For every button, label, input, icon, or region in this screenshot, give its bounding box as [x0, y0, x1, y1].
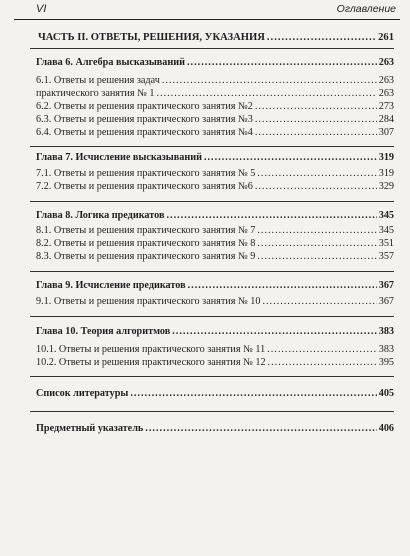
toc-section-entry[interactable]	[36, 344, 394, 356]
toc-chapter-title: Глава 6. Алгебра высказываний	[36, 57, 185, 68]
toc-section-title: 8.3. Ответы и решения практического занятия № 9	[36, 251, 256, 262]
dot-leader	[255, 114, 377, 126]
header-rule	[14, 19, 400, 20]
toc-section-page: 367	[378, 296, 394, 307]
dot-leader	[267, 344, 377, 356]
toc-section-entry[interactable]	[36, 251, 394, 263]
toc-section-page: 395	[378, 357, 394, 368]
toc-chapter-entry[interactable]	[36, 152, 394, 164]
page-number-label: VI	[36, 3, 47, 15]
dot-leader	[255, 127, 377, 139]
dot-leader	[255, 181, 377, 193]
dot-leader	[257, 225, 376, 237]
toc-index-entry[interactable]	[36, 423, 394, 435]
toc-section-page: 345	[378, 225, 394, 236]
dot-leader	[162, 75, 377, 87]
section-box-top	[30, 411, 394, 412]
dot-leader	[145, 423, 376, 435]
dot-leader	[255, 101, 377, 113]
toc-section-page: 319	[378, 168, 394, 179]
dot-leader	[267, 32, 376, 44]
dot-leader	[204, 152, 377, 164]
toc-bibliography-title: Список литературы	[36, 388, 129, 399]
dot-leader	[262, 296, 376, 308]
toc-section-title: 6.1. Ответы и решения задач	[36, 75, 160, 86]
toc-section-entry[interactable]	[36, 75, 394, 87]
toc-section-page: 273	[378, 101, 394, 112]
dot-leader	[268, 357, 377, 369]
dot-leader	[257, 251, 376, 263]
dot-leader	[257, 168, 376, 180]
dot-leader	[130, 388, 376, 400]
toc-chapter-entry[interactable]	[36, 210, 394, 222]
toc-section-page: 329	[378, 181, 394, 192]
chapter-box-top	[30, 146, 394, 147]
toc-part-page: 261	[378, 32, 394, 43]
dot-leader	[187, 57, 377, 69]
toc-section-entry[interactable]	[36, 101, 394, 113]
toc-chapter-title: Глава 8. Логика предикатов	[36, 210, 165, 221]
dot-leader	[188, 280, 377, 292]
toc-chapter-page: 319	[378, 152, 394, 163]
toc-section-entry[interactable]	[36, 181, 394, 193]
dot-leader	[166, 210, 376, 222]
toc-section-entry[interactable]	[36, 296, 394, 308]
running-header	[0, 0, 410, 22]
toc-part-entry[interactable]	[38, 32, 394, 44]
toc-chapter-title: Глава 9. Исчисление предикатов	[36, 280, 186, 291]
toc-chapter-page: 383	[378, 326, 394, 337]
dot-leader	[172, 326, 376, 338]
toc-section-page: 383	[378, 344, 394, 355]
toc-section-page: 357	[378, 251, 394, 262]
toc-part-title: ЧАСТЬ II. ОТВЕТЫ, РЕШЕНИЯ, УКАЗАНИЯ	[38, 32, 265, 43]
chapter-box-top	[30, 316, 394, 317]
toc-chapter-title: Глава 7. Исчисление высказываний	[36, 152, 202, 163]
toc-bibliography-page: 405	[378, 388, 394, 399]
toc-section-entry[interactable]	[36, 127, 394, 139]
toc-section-title: 6.4. Ответы и решения практического занятия №4	[36, 127, 253, 138]
toc-section-entry[interactable]	[36, 88, 394, 100]
toc-section-title: 7.2. Ответы и решения практического занятия №6	[36, 181, 253, 192]
chapter-box-top	[30, 201, 394, 202]
toc-section-title: 7.1. Ответы и решения практического занятия № 5	[36, 168, 256, 179]
toc-chapter-entry[interactable]	[36, 326, 394, 338]
toc-chapter-entry[interactable]	[36, 57, 394, 69]
toc-chapter-page: 367	[378, 280, 394, 291]
chapter-box-top	[30, 48, 394, 49]
dot-leader	[257, 238, 376, 250]
chapter-box-top	[30, 271, 394, 272]
section-title: Оглавление	[336, 3, 396, 15]
toc-section-page: 351	[378, 238, 394, 249]
toc-section-title: 8.1. Ответы и решения практического занятия № 7	[36, 225, 256, 236]
toc-section-title: 6.2. Ответы и решения практического занятия №2	[36, 101, 253, 112]
toc-section-entry[interactable]	[36, 114, 394, 126]
toc-section-entry[interactable]	[36, 225, 394, 237]
toc-section-title: 10.2. Ответы и решения практического занятия № 12	[36, 357, 266, 368]
toc-section-title: 6.3. Ответы и решения практического занятия №3	[36, 114, 253, 125]
toc-index-title: Предметный указатель	[36, 423, 144, 434]
toc-chapter-page: 263	[378, 57, 394, 68]
toc-section-page: 263	[378, 88, 394, 99]
toc-section-title: 8.2. Ответы и решения практического занятия № 8	[36, 238, 256, 249]
toc-section-page: 284	[378, 114, 394, 125]
toc-section-page: 263	[378, 75, 394, 86]
toc-chapter-title: Глава 10. Теория алгоритмов	[36, 326, 171, 337]
toc-chapter-entry[interactable]	[36, 280, 394, 292]
toc-section-entry[interactable]	[36, 357, 394, 369]
section-box-top	[30, 376, 394, 377]
toc-bibliography-entry[interactable]	[36, 388, 394, 400]
toc-section-title: 9.1. Ответы и решения практического занятия № 10	[36, 296, 261, 307]
toc-section-page: 307	[378, 127, 394, 138]
toc-section-entry[interactable]	[36, 168, 394, 180]
dot-leader	[156, 88, 376, 100]
toc-section-title: практического занятия № 1	[36, 88, 155, 99]
toc-section-title: 10.1. Ответы и решения практического занятия № 11	[36, 344, 266, 355]
toc-chapter-page: 345	[378, 210, 394, 221]
toc-index-page: 406	[378, 423, 394, 434]
toc-section-entry[interactable]	[36, 238, 394, 250]
